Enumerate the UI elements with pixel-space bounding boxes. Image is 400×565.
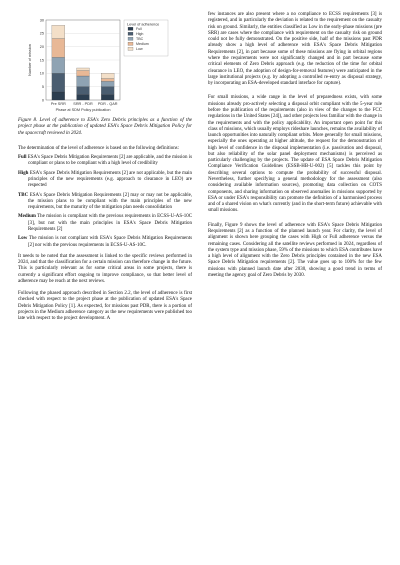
legend-entry-high: High bbox=[136, 32, 144, 36]
definition-term: TBC bbox=[18, 192, 29, 198]
definition-high bbox=[18, 171, 192, 190]
x-tick-label: SRR - PDR bbox=[73, 102, 93, 106]
bar-segment-medium bbox=[101, 79, 114, 82]
bar-segment-tbc bbox=[101, 81, 114, 86]
legend-entry-full: Full bbox=[136, 27, 142, 31]
legend-swatch-low bbox=[128, 47, 133, 50]
definition-text: The mission is compliant with the previous requirements in ECSS-U-AS-10C [3], but not with the main principles in ESA's Space Debris Mitigation Requirements [2] bbox=[28, 214, 192, 232]
x-axis-label: Phase at SDM Policy publication bbox=[55, 108, 111, 112]
bar-segment-low bbox=[101, 73, 114, 78]
bar-segment-low bbox=[77, 68, 90, 71]
figure-caption: Figure 8. Level of adherence to ESA's Zero Debris principles as a function of the project phase at the publication of updated ESA's Space Debris Mitigation Policy for the spacecraft reviewed in 2024. bbox=[18, 118, 192, 136]
definition-tbc bbox=[18, 193, 192, 212]
bar-segment-high bbox=[101, 87, 114, 95]
x-tick-label: PDR - QAR bbox=[97, 102, 118, 106]
y-tick-label: 30 bbox=[39, 18, 44, 23]
definition-text: ESA's Space Debris Mitigation Requirements [2] are not applicable, but the main principles of the new requirements (e.g. approach to clearance in LEO) are respected bbox=[28, 170, 193, 189]
bar-segment-full bbox=[52, 92, 65, 100]
y-tick-label: 25 bbox=[39, 31, 44, 36]
legend-swatch-full bbox=[128, 27, 133, 30]
bar-segment-high bbox=[52, 73, 65, 92]
definition-term: Medium bbox=[18, 214, 36, 220]
legend-entry-low: Low bbox=[136, 47, 143, 51]
y-tick-label: 15 bbox=[39, 58, 44, 63]
adherence-bar-chart bbox=[18, 12, 192, 114]
legend-swatch-tbc bbox=[128, 37, 133, 40]
bar-segment-medium bbox=[52, 39, 65, 58]
bar-segment-full bbox=[77, 95, 90, 100]
bar-segment-medium bbox=[77, 71, 90, 76]
legend-swatch-medium bbox=[128, 42, 133, 45]
paragraph-figure-9: Finally, Figure 9 shows the level of adherence with ESA's Space Debris Mitigation Requirements [2] as a function of the planned launch year. For clarity, the level of alignment is shown here grouping the cases with High or Full adherence versus the remaining cases. Considering all the satellite reviews performed in 2024, regardless of the system type and mission phase, 59% of the missions to which ESA contributes have a high level of alignment with the Zero Debris principles contained in the new ESA Space Debris Mitigation requirements [2]. The value goes up to 100% for the few missions with planned launch date after 2030, showing a good trend in terms of meeting the agency goal of Zero Debris by 2030. bbox=[208, 222, 382, 278]
bar-segment-tbc bbox=[52, 57, 65, 73]
y-axis-label: Number of mission bbox=[28, 44, 32, 76]
paragraph-phased-approach: Following the phased approach described in Section 2.2, the level of adherence is first checked with respect to the project phase at the publication of updated ESA's Space Debris Mitigation Policy [1]. As expected, for missions past PDR, there is a portion of projects in the Medium adherence category as the new requirements were published too late with respect to the project development. A bbox=[18, 291, 192, 322]
legend-entry-tbc: TBC bbox=[136, 37, 144, 41]
definition-term: High bbox=[18, 170, 29, 176]
definition-text: The mission is not compliant with ESA's Space Debris Mitigation Requirements [2] nor with the previous requirements in ECSS-U-AS-10C. bbox=[28, 236, 192, 248]
definitions-list bbox=[18, 155, 192, 249]
y-tick-label: 0 bbox=[41, 98, 44, 103]
paragraph-continuation: few instances are also present where a no compliance to ECSS requirements [3] is registered, and in particularly the deviation is related to the requirement on the casualty risk on ground. Similarly, the entities classified as Low in the early-phase missions (pre SRR) are cases where the compliance with requirement on the casualty risk on ground could not be fully demonstrated. On the positive side, half of the missions past PDR already show a high level of adherence with ESA's Space Debris Mitigation Requirements [2], in part because some of these missions are flying in orbital regions where the requirements were not significantly changed and in part because some critical elements of Zero Debris approach (e.g. the reduction of the time for orbital clearance in LEO, the adoption of design-for-removal features) were anticipated in the large institutional projects (e.g. by adopting a controlled re-entry as disposal strategy, by incorporating an ESA-developed standard interface for capture). bbox=[208, 12, 382, 87]
definitions-intro: The determination of the level of adherence is based on the following definitions: bbox=[18, 145, 179, 151]
definition-term: Full bbox=[18, 155, 27, 161]
bar-segment-high bbox=[77, 87, 90, 95]
definition-text: ESA's Space Debris Mitigation Requirements [2] may or may not be applicable, the mission plans to be compliant with the main principles of the new requirements, but the maturity of the mitigation plan needs consolidation bbox=[28, 192, 192, 211]
left-column bbox=[18, 12, 192, 329]
definition-term: Low bbox=[18, 236, 28, 242]
definition-medium bbox=[18, 214, 192, 233]
y-tick-label: 5 bbox=[41, 84, 44, 89]
y-tick-label: 10 bbox=[39, 71, 44, 76]
paragraph-assessment-note: It needs to be noted that the assessment is linked to the specific reviews performed in 2024, and that the classification for a certain mission can therefore change in the future. This is particularly relevant as for some critical areas in some projects, there is currently a significant effort ongoing to improve compliance, so that better level of adherence may be reach at the next reviews. bbox=[18, 253, 192, 284]
bar-segment-tbc bbox=[77, 76, 90, 87]
x-tick-label: Pre SRR bbox=[50, 102, 66, 106]
legend-entry-medium: Medium bbox=[136, 42, 149, 46]
legend-title: Level of adherence bbox=[127, 22, 160, 27]
bar-segment-full bbox=[101, 95, 114, 100]
figure-8 bbox=[18, 12, 192, 114]
definition-low bbox=[18, 236, 192, 249]
right-column bbox=[208, 12, 382, 285]
definition-full bbox=[18, 155, 192, 168]
paragraph-small-missions: For small missions, a wide range in the level of preparedness exists, with some missions already pro-actively selecting a disposal orbit compliant with the 5-year rule before the publication of the requirements (also in view of the changes to the FCC regulations in the United States [24]), and other projects less familiar with the change in the requirements and with the policy applicability. An important open point for this class of missions, which usually employs rideshare launches, remains the availability of launch opportunities into naturally compliant orbits. More generally for small missions, especially the ones operating at higher altitude, the request for the demonstration of high level of confidence in the disposal implementation (i.e. passivation and disposal, but also reliability of the solar panel deployment mechanisms) is perceived as particularly challenging by the projects. The update of ESA Space Debris Mitigation Compliance Verification Guidelines (ESSB-HB-U-002) [5] tackles this point by describing several options to compute the probability of successful disposal. Nevertheless, further specifying a general methodology for the assessment (also considering available information sources), promoting data collection on COTS components, and sharing information on observed anomalies in missions supported by ESA or under ESA's responsibility can promote the definition of a harmonised process and of a shared vision on what's currently (and in the short-term future) achievable with small missions. bbox=[208, 95, 382, 214]
bar-segment-low bbox=[52, 25, 65, 38]
legend-swatch-high bbox=[128, 32, 133, 35]
definition-text: ESA's Space Debris Mitigation Requirements [2] are applicable, and the mission is compliant or plans to be compliant with a high level of credibility bbox=[27, 155, 192, 167]
y-tick-label: 20 bbox=[39, 44, 44, 49]
